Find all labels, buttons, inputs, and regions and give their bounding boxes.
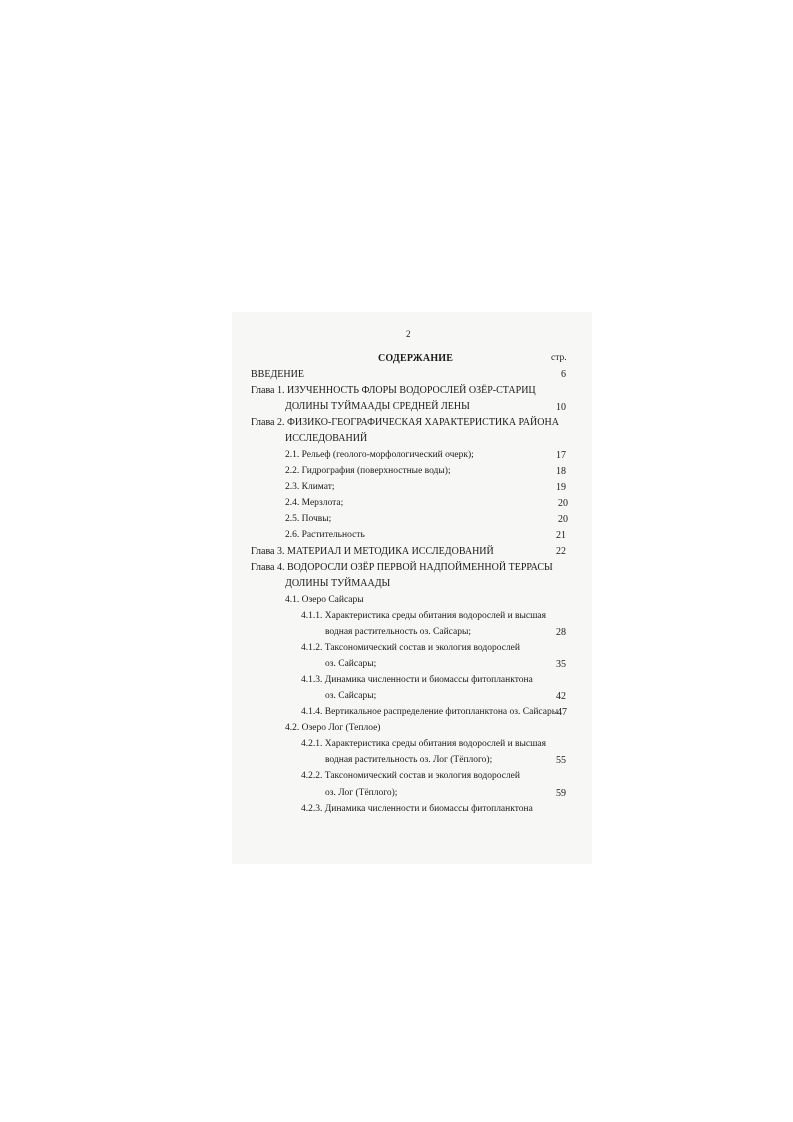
toc-entry-text: 4.2. Озеро Лог (Теплое) (285, 723, 381, 733)
toc-entry-text: ДОЛИНЫ ТУЙМААДЫ (285, 578, 391, 589)
toc-entry-text: водная растительность оз. Лог (Тёплого); (325, 755, 493, 765)
toc-entry-text: 4.1. Озеро Сайсары (285, 595, 364, 605)
toc-entry-page: 59 (556, 788, 566, 799)
toc-entry-text: ДОЛИНЫ ТУЙМААДЫ СРЕДНЕЙ ЛЕНЫ (285, 401, 470, 412)
toc-entry-page: 20 (558, 498, 568, 509)
toc-entry-page: 17 (556, 450, 566, 461)
page-column-label: стр. (551, 353, 567, 363)
toc-entry-page: 42 (556, 691, 566, 702)
toc-entry-text: 2.5. Почвы; (285, 514, 332, 524)
toc-entry-page: 6 (561, 369, 566, 380)
toc-entry-text: 4.1.1. Характеристика среды обитания водорослей и высшая (301, 611, 547, 621)
toc-entry-text: 2.2. Гидрография (поверхностные воды); (285, 466, 451, 476)
toc-entry-page: 20 (558, 514, 568, 525)
toc-entry-text: оз. Сайсары; (325, 659, 377, 669)
toc-entry-page: 22 (556, 546, 566, 557)
toc-entry-text: 4.1.3. Динамика численности и биомассы фитопланктона (301, 675, 533, 685)
toc-entry-text: оз. Сайсары; (325, 691, 377, 701)
toc-entry-text: 4.1.4. Вертикальное распределение фитопланктона оз. Сайсары (301, 707, 559, 717)
page-number: 2 (406, 329, 411, 339)
toc-entry-text: водная растительность оз. Сайсары; (325, 627, 471, 637)
toc-entry-page: 21 (556, 530, 566, 541)
toc-entry-text: 2.3. Климат; (285, 482, 335, 492)
toc-entry-page: 10 (556, 402, 566, 413)
toc-heading: СОДЕРЖАНИЕ (378, 353, 454, 364)
toc-entry-text: Глава 1. ИЗУЧЕННОСТЬ ФЛОРЫ ВОДОРОСЛЕЙ ОЗЁР-СТАРИЦ (251, 385, 536, 396)
toc-entry-page: 28 (556, 627, 566, 638)
toc-entry-text: 2.6. Растительность (285, 530, 365, 540)
toc-entry-text: 2.1. Рельеф (геолого-морфологический очерк); (285, 450, 474, 460)
toc-entry-text: Глава 4. ВОДОРОСЛИ ОЗЁР ПЕРВОЙ НАДПОЙМЕННОЙ ТЕРРАСЫ (251, 562, 553, 573)
toc-entry-text: оз. Лог (Тёплого); (325, 788, 398, 798)
toc-entry-text: 4.2.1. Характеристика среды обитания водорослей и высшая (301, 739, 547, 749)
toc-entry-text: 4.2.3. Динамика численности и биомассы фитопланктона (301, 804, 533, 814)
toc-entry-page: 35 (556, 659, 566, 670)
toc-entry-page: 47 (557, 707, 567, 718)
toc-entry-text: Глава 2. ФИЗИКО-ГЕОГРАФИЧЕСКАЯ ХАРАКТЕРИСТИКА РАЙОНА (251, 417, 559, 428)
toc-entry-page: 19 (556, 482, 566, 493)
toc-entry-page: 55 (556, 755, 566, 766)
toc-entry-text: ИССЛЕДОВАНИЙ (285, 433, 368, 444)
toc-entry-text: ВВЕДЕНИЕ (251, 369, 304, 380)
toc-entry-text: 2.4. Мерзлота; (285, 498, 344, 508)
toc-entry-text: 4.1.2. Таксономический состав и экология водорослей (301, 643, 520, 653)
toc-entry-text: 4.2.2. Таксономический состав и экология водорослей (301, 771, 520, 781)
toc-entry-text: Глава 3. МАТЕРИАЛ И МЕТОДИКА ИССЛЕДОВАНИЙ (251, 546, 494, 557)
toc-entry-page: 18 (556, 466, 566, 477)
